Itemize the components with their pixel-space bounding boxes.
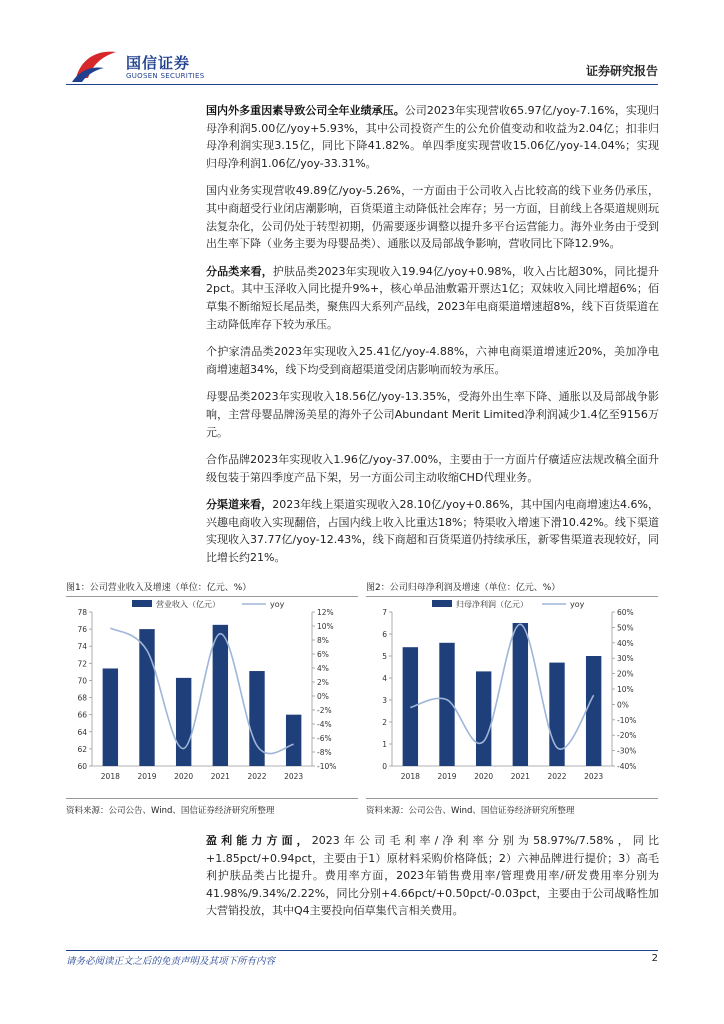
left-tick-label: 4 <box>382 674 387 683</box>
paragraph-lead: 分品类来看， <box>206 264 273 278</box>
right-tick-label: 10% <box>317 622 334 631</box>
legend-bar-label: 归母净利润（亿元） <box>456 600 528 609</box>
logo-chinese-name: 国信证券 <box>126 54 191 72</box>
right-tick-label: 60% <box>617 608 634 617</box>
right-tick-label: 6% <box>317 650 329 659</box>
figure-2-source: 资料来源：公司公告、Wind、国信证券经济研究所整理 <box>366 798 658 816</box>
body-paragraph <box>206 388 659 441</box>
right-tick-label: -20% <box>617 731 637 741</box>
left-tick-label: 0 <box>382 762 387 771</box>
left-tick-label: 5 <box>382 652 387 661</box>
right-tick-label: 0% <box>317 692 329 701</box>
footer-divider <box>66 950 658 951</box>
left-tick-label: 60 <box>77 762 87 771</box>
footer-disclaimer: 请务必阅读正文之后的免责声明及其项下所有内容 <box>66 956 276 967</box>
right-tick-label: 30% <box>617 654 634 664</box>
x-tick-label: 2020 <box>474 772 494 781</box>
body-paragraph <box>206 263 659 333</box>
paragraph-lead: 国内外多重因素导致公司全年业绩承压。 <box>206 104 405 117</box>
x-tick-label: 2018 <box>100 772 120 781</box>
right-tick-label: 8% <box>317 636 329 645</box>
body-paragraph <box>206 102 659 172</box>
header-divider <box>66 84 658 85</box>
report-type-label: 证券研究报告 <box>585 64 658 78</box>
figure-1-source: 资料来源：公司公告、Wind、国信证券经济研究所整理 <box>66 798 358 816</box>
left-tick-label: 3 <box>382 696 387 705</box>
right-tick-label: 20% <box>617 669 634 679</box>
legend-line-label: yoy <box>570 600 585 609</box>
left-tick-label: 72 <box>77 659 87 669</box>
body-paragraph <box>206 343 659 378</box>
left-tick-label: 78 <box>77 608 87 617</box>
body-section-upper <box>206 102 659 577</box>
figure-2-title: 图2：公司归母净利润及增速（单位：亿元、%） <box>366 580 658 597</box>
left-tick-label: 76 <box>77 625 87 635</box>
right-tick-label: -30% <box>617 746 637 756</box>
paragraph-text: 合作品牌2023年实现收入1.96亿/yoy-37.00%，主要由于一方面片仔癀适应法规改稿全面升级包装于第四季度产品下架，另一方面公司主动收缩CHD代理业务。 <box>206 453 659 484</box>
right-tick-label: -4% <box>317 720 332 729</box>
right-tick-label: -2% <box>317 706 332 715</box>
x-tick-label: 2019 <box>437 772 457 781</box>
bar <box>476 671 491 766</box>
left-tick-label: 62 <box>77 744 87 754</box>
figure-1 <box>66 580 358 816</box>
x-tick-label: 2020 <box>174 772 194 781</box>
legend-bar-swatch <box>432 600 452 607</box>
yoy-line <box>410 624 593 749</box>
x-tick-label: 2019 <box>137 772 157 781</box>
left-tick-label: 66 <box>77 710 87 720</box>
bar <box>213 625 228 766</box>
legend-bar-label: 营业收入（亿元） <box>156 600 220 609</box>
logo-english-name: GUOSEN SECURITIES <box>126 72 205 80</box>
figure-1-title: 图1：公司营业收入及增速（单位：亿元、%） <box>66 580 358 597</box>
page-number: 2 <box>651 953 658 964</box>
bar <box>403 647 418 766</box>
left-tick-label: 2 <box>382 718 387 727</box>
legend-line-label: yoy <box>270 600 285 609</box>
paragraph-lead: 盈利能力方面， <box>206 834 312 847</box>
x-tick-label: 2021 <box>510 772 530 781</box>
right-tick-label: 4% <box>317 664 329 673</box>
body-section-lower <box>206 832 659 930</box>
bar <box>103 668 118 766</box>
yoy-line <box>110 628 293 753</box>
x-tick-label: 2018 <box>400 772 420 781</box>
right-tick-label: -10% <box>617 715 637 725</box>
profitability-paragraph <box>206 832 659 920</box>
paragraph-text: 母婴品类2023年实现收入18.56亿/yoy-13.35%，受海外出生率下降、通胀以及局部战争影响，主营母婴品牌汤美星的海外子公司Abundant Merit Limited净利润减少1.4亿至9156万元。 <box>206 390 659 439</box>
bar <box>286 715 301 766</box>
right-tick-label: 12% <box>317 608 334 617</box>
revenue-chart <box>66 598 358 794</box>
x-tick-label: 2023 <box>584 772 604 781</box>
bar <box>549 663 564 766</box>
right-tick-label: 40% <box>617 638 634 648</box>
guosen-logo-icon <box>70 48 120 84</box>
right-tick-label: 0% <box>617 700 629 710</box>
x-tick-label: 2022 <box>247 772 267 781</box>
left-tick-label: 64 <box>77 727 87 737</box>
x-tick-label: 2022 <box>547 772 567 781</box>
bar <box>176 678 191 766</box>
right-tick-label: 10% <box>617 685 634 694</box>
paragraph-text: 护肤品类2023年实现收入19.94亿/yoy+0.98%，收入占比超30%，同比提升2pct。其中玉泽收入同比提升9%+，核心单品油敷霜开票达1亿；双妹收入同比增超6%；佰草集不断缩短长尾品类，聚焦四大系列产品线，2023年电商渠道增速超8%，线下百货渠道在主动降低库存下较为承压。 <box>206 264 659 331</box>
net-profit-chart <box>366 598 658 794</box>
legend-bar-swatch <box>132 600 152 607</box>
body-paragraph <box>206 496 659 566</box>
paragraph-lead: 分渠道来看， <box>206 498 273 512</box>
body-paragraph <box>206 182 659 252</box>
right-tick-label: -6% <box>317 734 332 743</box>
left-tick-label: 70 <box>77 676 87 686</box>
paragraph-text: 国内业务实现营收49.89亿/yoy-5.26%，一方面由于公司收入占比较高的线下业务仍承压，其中商超受行业闭店潮影响，百货渠道主动降低社会库存；另一方面，目前线上各渠道规则玩法复杂化，公司仍处于转型初期，仍需要逐步调整以提升多平台运营能力。海外业务由于受到出生率下降（业务主要为母婴品类）、通胀以及局部战争影响，营收同比下降12.9%。 <box>206 184 659 251</box>
body-paragraph <box>206 451 659 486</box>
left-tick-label: 6 <box>382 630 387 639</box>
right-tick-label: 50% <box>617 623 634 633</box>
paragraph-text: 个护家清品类2023年实现收入25.41亿/yoy-4.88%，六神电商渠道增速近20%，美加净电商增速超34%，线下均受到商超渠道受闭店影响而较为承压。 <box>206 345 659 376</box>
left-tick-label: 74 <box>77 642 87 652</box>
left-tick-label: 68 <box>77 693 87 703</box>
paragraph-text: 公司2023年实现营收65.97亿/yoy-7.16%，实现归母净利润5.00亿/yoy+5.93%，其中公司投资产生的公允价值变动和收益为2.04亿；扣非归母净利润实现3.15亿，同比下降41.82%。单四季度实现营收15.06亿/yoy-14.04%；实现归母净利润1.06亿/yoy-33.31%。 <box>206 104 659 170</box>
left-tick-label: 7 <box>382 608 387 617</box>
right-tick-label: -8% <box>317 748 332 757</box>
company-logo <box>70 48 230 84</box>
left-tick-label: 1 <box>382 740 387 749</box>
bar <box>513 623 528 766</box>
x-tick-label: 2023 <box>284 772 304 781</box>
paragraph-text: 2023年线上渠道实现收入28.10亿/yoy+0.86%，其中国内电商增速达4.6%，兴趣电商收入实现翻倍，占国内线上收入比重达18%；特渠收入增速下滑10.42%。线下渠道实现收入37.77亿/yoy-12.43%，线下商超和百货渠道仍持续承压，新零售渠道表现较好，同比增长约21%。 <box>206 498 660 565</box>
right-tick-label: 2% <box>317 678 329 687</box>
right-tick-label: -40% <box>617 762 637 771</box>
paragraph-text: 2023年公司毛利率/净利率分别为58.97%/7.58%，同比+1.85pct/+0.94pct，主要由于1）原材料采购价格降低；2）六神品牌进行提价；3）高毛利护肤品类占比提升。费用率方面，2023年销售费用率/管理费用率/研发费用率分别为41.98%/9.34%/2.22%，同比分别+4.66pct/+0.50pct/-0.03pct，主要由于公司战略性加大营销投放，其中Q4主要投向佰草集代言相关费用。 <box>206 834 660 918</box>
right-tick-label: -10% <box>317 762 337 771</box>
x-tick-label: 2021 <box>210 772 230 781</box>
figure-2 <box>366 580 658 816</box>
bar <box>586 656 601 766</box>
